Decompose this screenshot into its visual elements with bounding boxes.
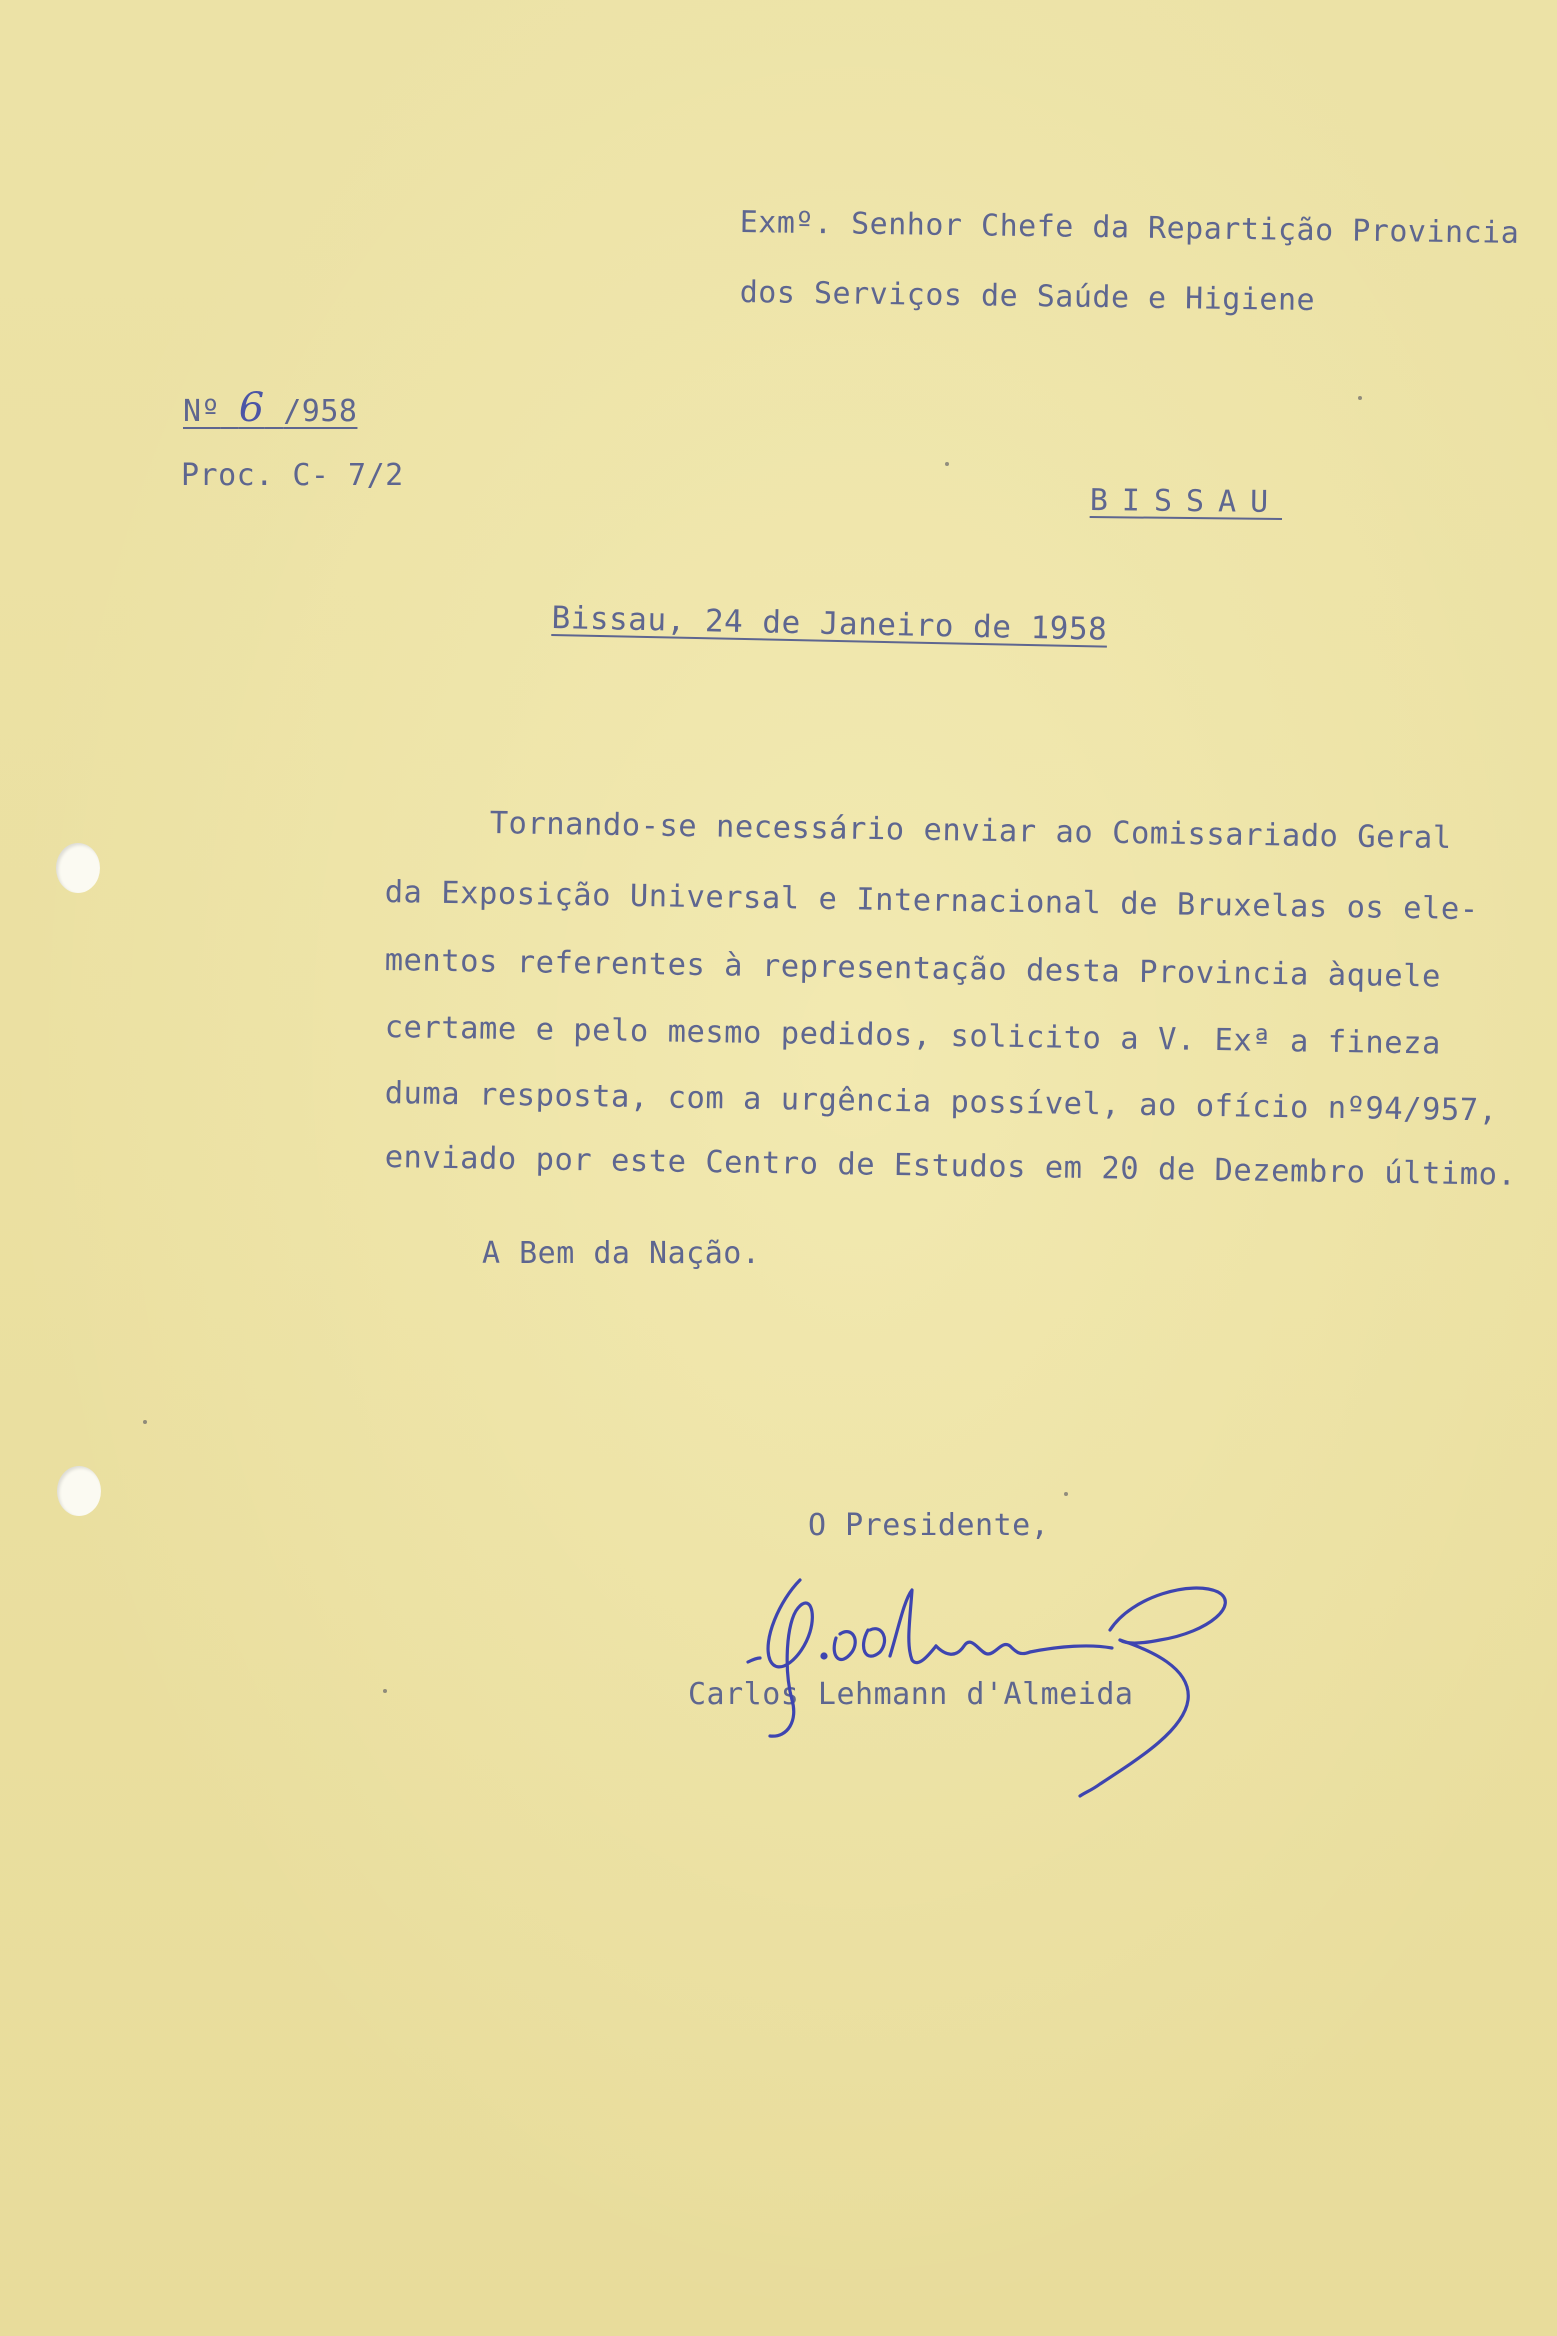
signoff-title: O Presidente, [808,1508,1050,1543]
reference-process: Proc. C- 7/2 [181,458,404,493]
body-line-2: da Exposição Universal e Internacional de Bruxelas os ele- [384,875,1479,928]
body-line-5: duma resposta, com a urgência possível, ao ofício nº94/957, [384,1076,1498,1129]
body-line-4: certame e pelo mesmo pedidos, solicito a V. Exª a fineza [384,1010,1442,1062]
punch-hole [57,1466,101,1516]
reference-number-handwritten: 6 [238,385,265,431]
reference-number-suffix: /958 [283,394,358,429]
punch-hole [56,843,100,893]
reference-number [183,385,357,431]
signatory-name: Carlos Lehmann d'Almeida [688,1677,1134,1712]
closing-salutation: A Bem da Nação. [482,1236,761,1271]
ink-speck [143,1420,147,1424]
handwritten-signature [740,1560,1300,1800]
date-line: Bissau, 24 de Janeiro de 1958 [551,600,1108,648]
ink-speck [383,1689,387,1693]
addressee-line-2: dos Serviços de Saúde e Higiene [739,275,1316,319]
ink-speck [945,462,949,466]
body-line-6: enviado por este Centro de Estudos em 20 de Dezembro último. [384,1140,1517,1193]
ink-speck [1358,396,1362,400]
addressee-line-1: Exmº. Senhor Chefe da Repartição Provincia [739,205,1520,251]
destination: BISSAU [1089,483,1283,521]
body-line-3: mentos referentes à representação desta Provincia àquele [384,943,1442,995]
body-line-1: Tornando-se necessário enviar ao Comissariado Geral [489,806,1452,857]
reference-number-prefix: Nº [183,394,221,429]
ink-speck [1064,1492,1068,1496]
